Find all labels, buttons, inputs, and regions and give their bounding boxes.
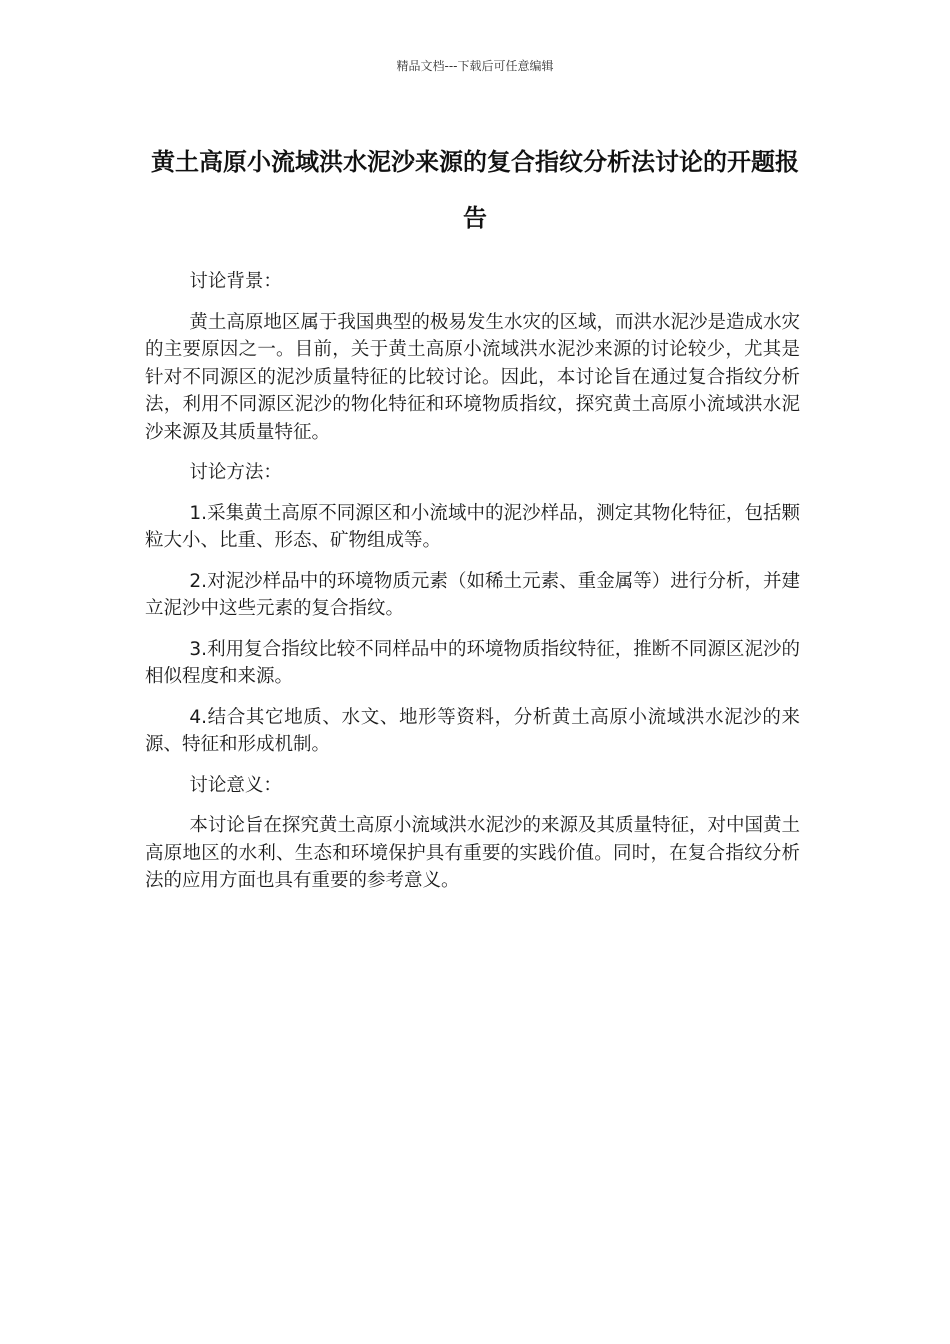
paragraph-significance: 本讨论旨在探究黄土高原小流域洪水泥沙的来源及其质量特征，对中国黄土高原地区的水利、生态和环境保护具有重要的实践价值。同时，在复合指纹分析法的应用方面也具有重要的参考意义。 <box>145 815 800 891</box>
section-heading-significance: 讨论意义： <box>189 774 282 796</box>
method-item-2: 2.对泥沙样品中的环境物质元素（如稀土元素、重金属等）进行分析，并建立泥沙中这些元素的复合指纹。 <box>145 570 800 619</box>
paragraph-background: 黄土高原地区属于我国典型的极易发生水灾的区域，而洪水泥沙是造成水灾的主要原因之一。目前，关于黄土高原小流域洪水泥沙来源的讨论较少，尤其是针对不同源区的泥沙质量特征的比较讨论。因此，本讨论旨在通过复合指纹分析法，利用不同源区泥沙的物化特征和环境物质指纹，探究黄土高原小流域洪水泥沙来源及其质量特征。 <box>145 311 800 443</box>
method-item-4: 4.结合其它地质、水文、地形等资料，分析黄土高原小流域洪水泥沙的来源、特征和形成机制。 <box>145 706 800 755</box>
method-item-1: 1.采集黄土高原不同源区和小流域中的泥沙样品，测定其物化特征，包括颗粒大小、比重、形态、矿物组成等。 <box>145 502 800 551</box>
section-heading-background: 讨论背景： <box>189 271 282 292</box>
section-heading-methods: 讨论方法： <box>189 462 282 483</box>
page-header: 精品文档---下载后可任意编辑 <box>396 59 554 73</box>
document-body <box>145 268 800 908</box>
document-title: 黄土高原小流域洪水泥沙来源的复合指纹分析法讨论的开题报告 <box>151 148 799 232</box>
method-item-3: 3.利用复合指纹比较不同样品中的环境物质指纹特征，推断不同源区泥沙的相似程度和来源。 <box>145 638 800 687</box>
